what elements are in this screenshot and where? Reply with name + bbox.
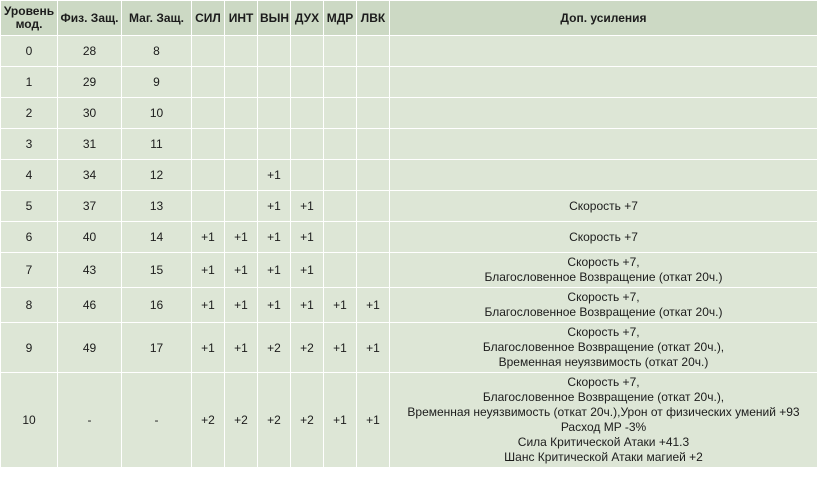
cell-spi xyxy=(291,129,324,160)
cell-magical-defense: 12 xyxy=(122,160,192,191)
bonus-line: Расход MP -3% xyxy=(560,420,647,434)
cell-end: +1 xyxy=(258,288,291,323)
cell-extra-bonuses xyxy=(390,36,818,67)
cell-str: +1 xyxy=(192,253,225,288)
bonus-line: Скорость +7, xyxy=(567,290,640,304)
cell-extra-bonuses xyxy=(390,129,818,160)
table-row xyxy=(1,288,818,323)
cell-physical-defense: 49 xyxy=(58,323,122,373)
column-header-wis: МДР xyxy=(324,1,357,36)
cell-level: 3 xyxy=(1,129,58,160)
cell-wis xyxy=(324,160,357,191)
cell-physical-defense: 30 xyxy=(58,98,122,129)
table-row xyxy=(1,160,818,191)
cell-level: 4 xyxy=(1,160,58,191)
cell-end: +2 xyxy=(258,323,291,373)
table-body xyxy=(1,36,818,468)
column-header-str: СИЛ xyxy=(192,1,225,36)
cell-int: +1 xyxy=(225,288,258,323)
cell-dex: +1 xyxy=(357,288,390,323)
column-header-level: Уровень мод. xyxy=(1,1,58,36)
cell-extra-bonuses xyxy=(390,191,818,222)
cell-str xyxy=(192,129,225,160)
cell-dex xyxy=(357,67,390,98)
cell-int: +1 xyxy=(225,323,258,373)
cell-end xyxy=(258,67,291,98)
cell-str xyxy=(192,36,225,67)
cell-spi: +2 xyxy=(291,323,324,373)
cell-wis: +1 xyxy=(324,288,357,323)
cell-spi: +2 xyxy=(291,373,324,468)
cell-wis xyxy=(324,129,357,160)
cell-extra-bonuses xyxy=(390,373,818,468)
cell-wis xyxy=(324,67,357,98)
cell-physical-defense: 31 xyxy=(58,129,122,160)
cell-magical-defense: 17 xyxy=(122,323,192,373)
cell-level: 8 xyxy=(1,288,58,323)
cell-physical-defense: 28 xyxy=(58,36,122,67)
bonus-line: Временная неуязвимость (откат 20ч.) xyxy=(498,355,709,369)
cell-magical-defense: 13 xyxy=(122,191,192,222)
cell-str xyxy=(192,67,225,98)
table-row xyxy=(1,253,818,288)
bonus-line: Скорость +7, xyxy=(567,375,640,389)
cell-dex: +1 xyxy=(357,323,390,373)
cell-end: +1 xyxy=(258,191,291,222)
bonus-line: Скорость +7 xyxy=(569,229,638,244)
cell-spi xyxy=(291,67,324,98)
cell-spi xyxy=(291,36,324,67)
cell-int: +2 xyxy=(225,373,258,468)
header-row xyxy=(1,1,818,36)
table-row xyxy=(1,191,818,222)
cell-spi xyxy=(291,98,324,129)
cell-end: +1 xyxy=(258,160,291,191)
table-row xyxy=(1,323,818,373)
bonus-line: Скорость +7, xyxy=(567,325,640,339)
cell-level: 0 xyxy=(1,36,58,67)
table-row xyxy=(1,129,818,160)
cell-dex xyxy=(357,222,390,253)
cell-dex xyxy=(357,36,390,67)
cell-end xyxy=(258,129,291,160)
cell-dex: +1 xyxy=(357,373,390,468)
cell-physical-defense: 40 xyxy=(58,222,122,253)
cell-str: +1 xyxy=(192,222,225,253)
cell-level: 7 xyxy=(1,253,58,288)
cell-wis xyxy=(324,98,357,129)
cell-str: +2 xyxy=(192,373,225,468)
table-row xyxy=(1,98,818,129)
cell-magical-defense: 8 xyxy=(122,36,192,67)
cell-spi: +1 xyxy=(291,191,324,222)
cell-int xyxy=(225,98,258,129)
table-row xyxy=(1,222,818,253)
cell-extra-bonuses xyxy=(390,253,818,288)
cell-spi xyxy=(291,160,324,191)
bonus-line: Благословенное Возвращение (откат 20ч.) xyxy=(484,305,723,319)
cell-magical-defense: 11 xyxy=(122,129,192,160)
cell-physical-defense: - xyxy=(58,373,122,468)
cell-end: +2 xyxy=(258,373,291,468)
cell-wis xyxy=(324,191,357,222)
cell-dex xyxy=(357,253,390,288)
column-header-physical-defense: Физ. Защ. xyxy=(58,1,122,36)
bonus-line: Шанс Критической Атаки магией +2 xyxy=(504,450,703,464)
cell-extra-bonuses xyxy=(390,323,818,373)
table-row xyxy=(1,67,818,98)
column-header-magical-defense: Маг. Защ. xyxy=(122,1,192,36)
bonus-line: Благословенное Возвращение (откат 20ч.), xyxy=(482,340,725,354)
cell-level: 2 xyxy=(1,98,58,129)
table-header xyxy=(1,1,818,36)
cell-str: +1 xyxy=(192,288,225,323)
cell-physical-defense: 43 xyxy=(58,253,122,288)
column-header-end: ВЫН xyxy=(258,1,291,36)
cell-wis: +1 xyxy=(324,373,357,468)
column-header-spi: ДУХ xyxy=(291,1,324,36)
cell-spi: +1 xyxy=(291,222,324,253)
table-row xyxy=(1,36,818,67)
column-header-dex: ЛВК xyxy=(357,1,390,36)
cell-magical-defense: 15 xyxy=(122,253,192,288)
cell-end: +1 xyxy=(258,222,291,253)
cell-magical-defense: 9 xyxy=(122,67,192,98)
cell-dex xyxy=(357,160,390,191)
bonus-line: Скорость +7, xyxy=(567,255,640,269)
cell-extra-bonuses xyxy=(390,98,818,129)
cell-int xyxy=(225,129,258,160)
cell-int xyxy=(225,36,258,67)
cell-str xyxy=(192,98,225,129)
cell-int xyxy=(225,191,258,222)
cell-physical-defense: 34 xyxy=(58,160,122,191)
cell-str: +1 xyxy=(192,323,225,373)
cell-extra-bonuses xyxy=(390,222,818,253)
cell-level: 5 xyxy=(1,191,58,222)
bonus-line: Благословенное Возвращение (откат 20ч.) xyxy=(484,270,723,284)
cell-spi: +1 xyxy=(291,253,324,288)
cell-dex xyxy=(357,98,390,129)
cell-end xyxy=(258,36,291,67)
bonus-line: Сила Критической Атаки +41.3 xyxy=(517,435,690,449)
cell-magical-defense: 10 xyxy=(122,98,192,129)
cell-int: +1 xyxy=(225,222,258,253)
cell-wis: +1 xyxy=(324,323,357,373)
cell-level: 1 xyxy=(1,67,58,98)
cell-wis xyxy=(324,253,357,288)
column-header-int: ИНТ xyxy=(225,1,258,36)
cell-dex xyxy=(357,129,390,160)
cell-wis xyxy=(324,222,357,253)
cell-int xyxy=(225,160,258,191)
column-header-extra-bonuses: Доп. усиления xyxy=(390,1,818,36)
cell-magical-defense: 14 xyxy=(122,222,192,253)
cell-extra-bonuses xyxy=(390,67,818,98)
cell-level: 6 xyxy=(1,222,58,253)
cell-dex xyxy=(357,191,390,222)
table-row xyxy=(1,373,818,468)
cell-str xyxy=(192,191,225,222)
bonus-line: Благословенное Возвращение (откат 20ч.), xyxy=(482,390,725,404)
cell-level: 10 xyxy=(1,373,58,468)
cell-end xyxy=(258,98,291,129)
cell-int: +1 xyxy=(225,253,258,288)
cell-physical-defense: 37 xyxy=(58,191,122,222)
cell-int xyxy=(225,67,258,98)
cell-spi: +1 xyxy=(291,288,324,323)
cell-magical-defense: - xyxy=(122,373,192,468)
cell-str xyxy=(192,160,225,191)
cell-wis xyxy=(324,36,357,67)
bonus-line: Скорость +7 xyxy=(569,198,638,213)
cell-extra-bonuses xyxy=(390,160,818,191)
cell-physical-defense: 46 xyxy=(58,288,122,323)
bonus-line: Временная неуязвимость (откат 20ч.),Урон от физических умений +93 xyxy=(407,405,800,419)
cell-magical-defense: 16 xyxy=(122,288,192,323)
cell-end: +1 xyxy=(258,253,291,288)
cell-physical-defense: 29 xyxy=(58,67,122,98)
cell-level: 9 xyxy=(1,323,58,373)
cell-extra-bonuses xyxy=(390,288,818,323)
